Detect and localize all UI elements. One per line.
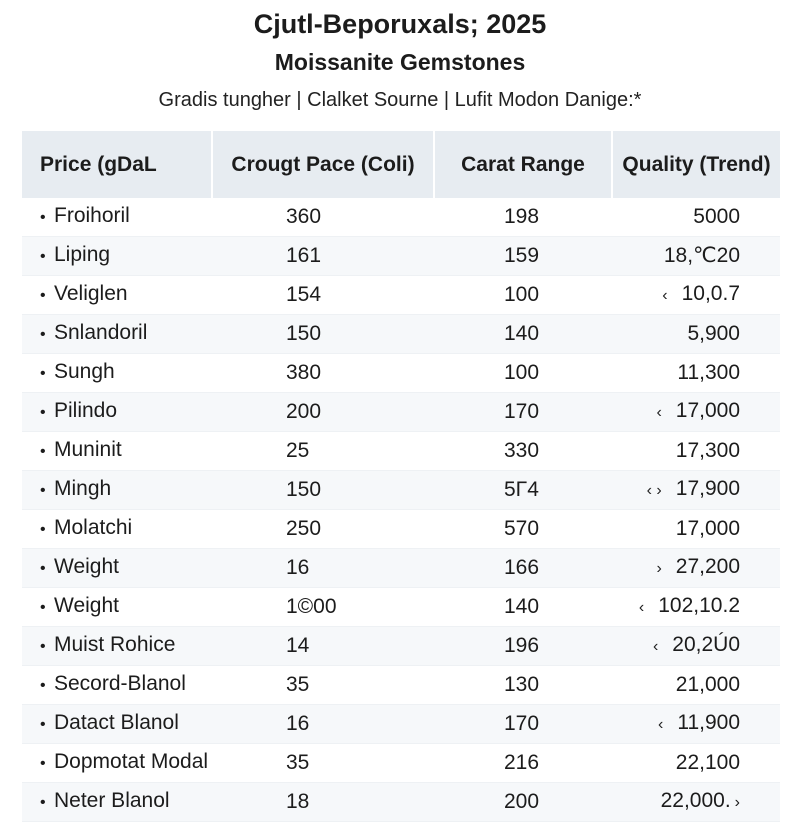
row-crougt-pace-cell: 380 — [212, 354, 434, 393]
row-carat-range-cell: 130 — [434, 666, 612, 705]
bullet-icon: • — [40, 209, 46, 226]
row-name-cell — [22, 198, 212, 237]
row-crougt-pace-cell: 360 — [212, 198, 434, 237]
row-quality-value: 11,300 — [677, 361, 740, 384]
row-quality-value: 5000 — [693, 205, 740, 228]
table-row — [22, 588, 780, 627]
row-quality-cell — [612, 510, 780, 549]
row-quality-value: 18,℃20 — [663, 244, 740, 267]
trend-marker-icon: ‹ — [658, 716, 664, 733]
row-crougt-pace-cell: 16 — [212, 705, 434, 744]
row-quality-cell — [612, 744, 780, 783]
row-carat-range-cell: 570 — [434, 510, 612, 549]
row-carat-range-cell: 100 — [434, 354, 612, 393]
trend-marker-icon: ‹ — [638, 599, 645, 616]
bullet-icon: • — [40, 365, 46, 382]
row-name: Weight — [54, 594, 119, 617]
row-crougt-pace-cell: 150 — [212, 315, 434, 354]
row-quality-value: 102,10.2 — [658, 594, 740, 617]
bullet-icon: • — [40, 599, 46, 616]
page-subtitle: Moissanite Gemstones — [274, 49, 526, 75]
table-row — [22, 315, 780, 354]
row-quality-value: 17,000 — [675, 517, 740, 540]
row-name: Pilindo — [54, 399, 118, 422]
row-quality-value: 11,900 — [677, 711, 740, 734]
bullet-icon: • — [40, 716, 46, 733]
row-quality-value: 21,000 — [675, 673, 740, 696]
row-name-cell — [22, 354, 212, 393]
row-carat-range-cell: 140 — [434, 315, 612, 354]
row-quality-cell — [612, 666, 780, 705]
column-header-quality: Quality (Trend) — [612, 131, 780, 198]
row-crougt-pace-cell: 35 — [212, 666, 434, 705]
trend-arrow-icon: › — [734, 794, 740, 811]
row-name: Snlandoril — [54, 321, 148, 344]
trend-marker-icon: ‹ — [662, 287, 668, 304]
row-quality-value: 5,900 — [687, 322, 740, 345]
row-crougt-pace-cell: 25 — [212, 432, 434, 471]
row-carat-range-cell: 140 — [434, 588, 612, 627]
trend-marker-icon: ‹ › — [646, 482, 662, 499]
row-name: Sungh — [54, 360, 115, 383]
trend-marker-icon: ‹ — [656, 404, 662, 421]
row-name: Secord-Blanol — [54, 672, 186, 695]
row-quality-value: 22,000. — [660, 789, 731, 812]
row-carat-range-cell: 200 — [434, 783, 612, 822]
row-name: Dopmotat Modal — [54, 750, 209, 773]
row-name: Veliglen — [54, 282, 128, 305]
bullet-icon: • — [40, 404, 46, 421]
row-quality-cell — [612, 237, 780, 276]
bullet-icon: • — [40, 521, 46, 538]
bullet-icon: • — [40, 482, 46, 499]
row-name: Muist Rohice — [54, 633, 176, 656]
row-name-cell — [22, 510, 212, 549]
row-crougt-pace-cell: 250 — [212, 510, 434, 549]
row-quality-cell — [612, 783, 780, 822]
row-carat-range-cell: 330 — [434, 432, 612, 471]
row-crougt-pace-cell: 150 — [212, 471, 434, 510]
row-carat-range-cell: 170 — [434, 705, 612, 744]
row-carat-range-cell: 159 — [434, 237, 612, 276]
table-body — [22, 198, 780, 822]
page-caption: Gradis tungher | Clalket Sourne | Lufit Modon Danige:* — [158, 89, 642, 111]
row-carat-range-cell: 198 — [434, 198, 612, 237]
row-quality-cell — [612, 315, 780, 354]
gemstone-table — [22, 131, 780, 822]
row-name-cell — [22, 666, 212, 705]
table-row — [22, 627, 780, 666]
table-row — [22, 432, 780, 471]
bullet-icon: • — [40, 638, 46, 655]
bullet-icon: • — [40, 755, 46, 772]
table-row — [22, 744, 780, 783]
row-quality-value: 20,2Ú0 — [672, 633, 740, 656]
row-name-cell — [22, 237, 212, 276]
row-name-cell — [22, 549, 212, 588]
bullet-icon: • — [40, 560, 46, 577]
table-row — [22, 198, 780, 237]
table-row — [22, 705, 780, 744]
row-quality-value: 27,200 — [675, 555, 740, 578]
row-crougt-pace-cell: 18 — [212, 783, 434, 822]
row-crougt-pace-cell: 16 — [212, 549, 434, 588]
row-name: Neter Blanol — [54, 789, 170, 812]
row-quality-value: 22,100 — [675, 751, 740, 774]
trend-marker-icon: ‹ — [652, 638, 659, 655]
row-quality-value: 10,0.7 — [681, 282, 740, 305]
row-name: Muninit — [54, 438, 122, 461]
row-quality-cell — [612, 354, 780, 393]
row-quality-cell — [612, 588, 780, 627]
row-crougt-pace-cell: 1©00 — [212, 588, 434, 627]
row-name: Molatchi — [54, 516, 133, 539]
row-crougt-pace-cell: 154 — [212, 276, 434, 315]
column-header-price: Price (gDaL — [22, 131, 212, 198]
bullet-icon: • — [40, 677, 46, 694]
row-carat-range-cell: 166 — [434, 549, 612, 588]
bullet-icon: • — [40, 443, 46, 460]
table-row — [22, 549, 780, 588]
table-row — [22, 471, 780, 510]
row-carat-range-cell: 100 — [434, 276, 612, 315]
column-header-crougt-pace: Crougt Pace (Coli) — [212, 131, 434, 198]
row-quality-value: 17,900 — [675, 477, 740, 500]
row-name-cell — [22, 705, 212, 744]
row-name-cell — [22, 588, 212, 627]
row-name: Weight — [54, 555, 119, 578]
row-crougt-pace-cell: 14 — [212, 627, 434, 666]
table-row — [22, 276, 780, 315]
table-row — [22, 666, 780, 705]
row-name-cell — [22, 315, 212, 354]
row-carat-range-cell: 196 — [434, 627, 612, 666]
row-name-cell — [22, 783, 212, 822]
row-quality-cell — [612, 276, 780, 315]
row-name-cell — [22, 276, 212, 315]
row-crougt-pace-cell: 35 — [212, 744, 434, 783]
row-quality-cell — [612, 627, 780, 666]
table-row — [22, 237, 780, 276]
table-row — [22, 354, 780, 393]
row-quality-cell — [612, 393, 780, 432]
row-name-cell — [22, 393, 212, 432]
table-row — [22, 393, 780, 432]
bullet-icon: • — [40, 287, 46, 304]
row-quality-cell — [612, 549, 780, 588]
page-title: Cjutl-Beporuxals; 2025 — [253, 9, 547, 39]
row-name: Liping — [54, 243, 111, 266]
row-quality-cell — [612, 432, 780, 471]
row-carat-range-cell: 5Γ4 — [434, 471, 612, 510]
trend-marker-icon: › — [656, 560, 662, 577]
row-carat-range-cell: 170 — [434, 393, 612, 432]
table-header-row — [22, 131, 780, 198]
bullet-icon: • — [40, 794, 46, 811]
column-header-carat-range: Carat Range — [434, 131, 612, 198]
row-name-cell — [22, 432, 212, 471]
row-quality-value: 17,300 — [675, 439, 740, 462]
row-name: Mingh — [54, 477, 112, 500]
table-row — [22, 510, 780, 549]
row-name-cell — [22, 744, 212, 783]
row-quality-value: 17,000 — [675, 399, 740, 422]
row-carat-range-cell: 216 — [434, 744, 612, 783]
row-name-cell — [22, 627, 212, 666]
row-name: Froihoril — [54, 204, 130, 227]
bullet-icon: • — [40, 248, 46, 265]
row-crougt-pace-cell: 200 — [212, 393, 434, 432]
bullet-icon: • — [40, 326, 46, 343]
row-crougt-pace-cell: 161 — [212, 237, 434, 276]
row-name: Datact Blanol — [54, 711, 179, 734]
table-row — [22, 783, 780, 822]
row-quality-cell — [612, 198, 780, 237]
row-quality-cell — [612, 705, 780, 744]
row-quality-cell — [612, 471, 780, 510]
row-name-cell — [22, 471, 212, 510]
